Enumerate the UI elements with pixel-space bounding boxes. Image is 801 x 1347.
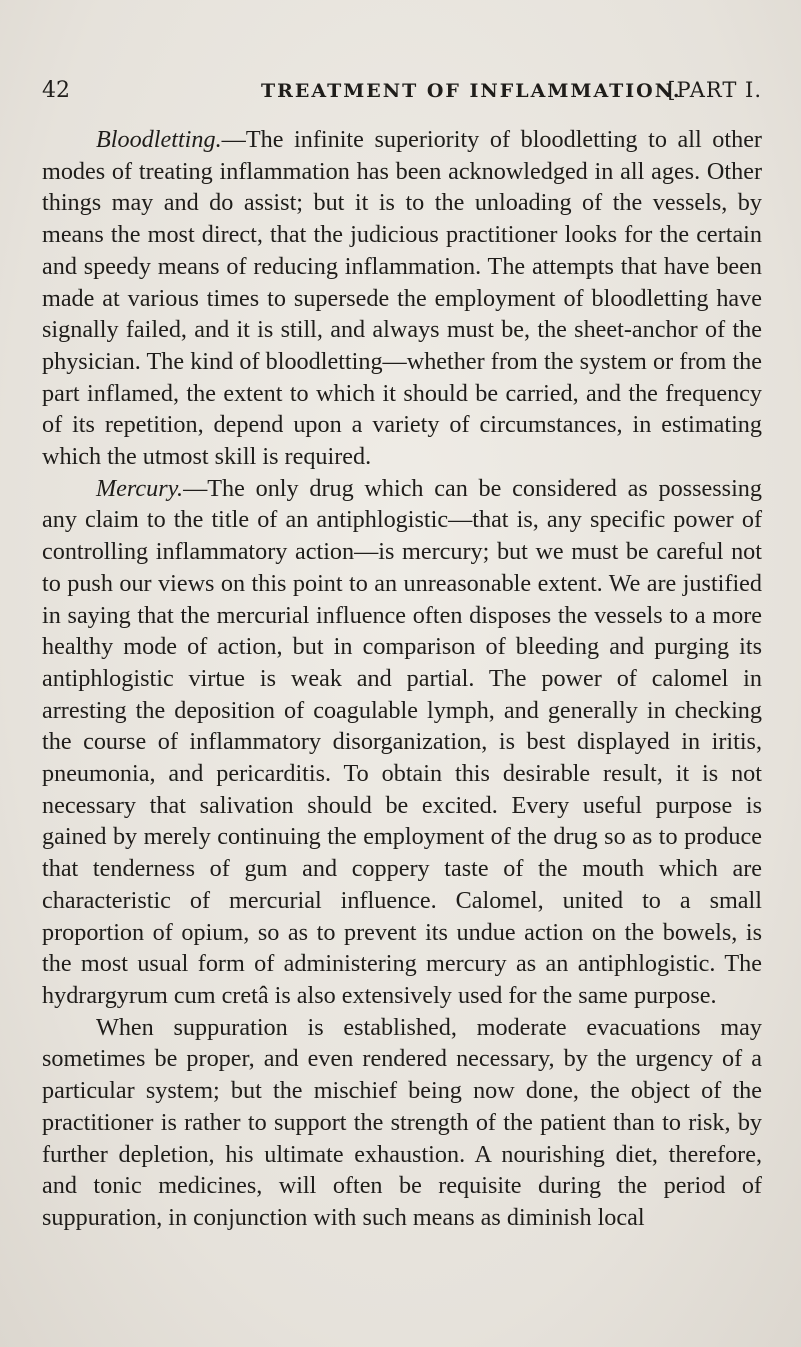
running-title: TREATMENT OF INFLAMMATION.: [261, 80, 682, 102]
running-header: [42, 78, 762, 112]
paragraph-heading-bloodletting: Bloodletting.: [96, 126, 222, 153]
paragraph-body: When suppuration is established, moderate evacuations may sometimes be proper, and even rendered necessary, by the urgency of a particular system; but the mischief being now done, the object of the practitioner is rather to support the strength of the patient than to risk, by further depletion, his ultimate exhaustion. A nourishing diet, therefore, and tonic medicines, will often be requisite during the period of suppuration, in conjunction with such means as diminish local: [42, 1013, 762, 1231]
paragraph-mercury: [42, 473, 762, 1012]
paragraph-heading-mercury: Mercury.: [96, 474, 184, 502]
part-label: [PART I.: [667, 78, 762, 102]
body-text: [42, 124, 762, 1234]
paragraph-body: —The infinite superiority of bloodletting to all other modes of treating inflammation has been acknowledged in all ages. Other things may and do assist; but it is to the unloading of the vessels, by means the most direct, that the judicious practitioner looks for the certain and speedy means of reducing inflammation. The attempts that have been made at various times to supersede the employment of bloodletting have signally failed, and it is still, and always must be, the sheet-anchor of the physician. The kind of bloodletting—whether from the system or from the part inflamed, the extent to which it should be carried, and the frequency of its repetition, depend upon a variety of circumstances, in estimating which the utmost skill is required.: [42, 126, 762, 471]
paragraph-bloodletting: [42, 124, 762, 473]
paragraph-suppuration: [42, 1012, 762, 1234]
page-number: 42: [42, 78, 70, 103]
paragraph-body: —The only drug which can be considered as possessing any claim to the title of an antiphlogistic—that is, any specific power of controlling inflammatory action—is mercury; but we must be careful not to push our views on this point to an unreasonable extent. We are justified in saying that the mercurial influence often disposes the vessels to a more healthy mode of action, but in comparison of bleeding and purging its antiphlogistic virtue is weak and partial. The power of calomel in arresting the deposition of coagulable lymph, and generally in checking the course of inflammatory disorganization, is best displayed in iritis, pneumonia, and pericarditis. To obtain this desirable result, it is not necessary that salivation should be excited. Every useful purpose is gained by merely continuing the employment of the drug so as to produce that tenderness of gum and coppery taste of the mouth which are characteristic of mercurial influence. Calomel, united to a small proportion of opium, so as to prevent its undue action on the bowels, is the most usual form of administering mercury as an antiphlogistic. The hydrargyrum cum cretâ is also extensively used for the same purpose.: [42, 474, 762, 1009]
